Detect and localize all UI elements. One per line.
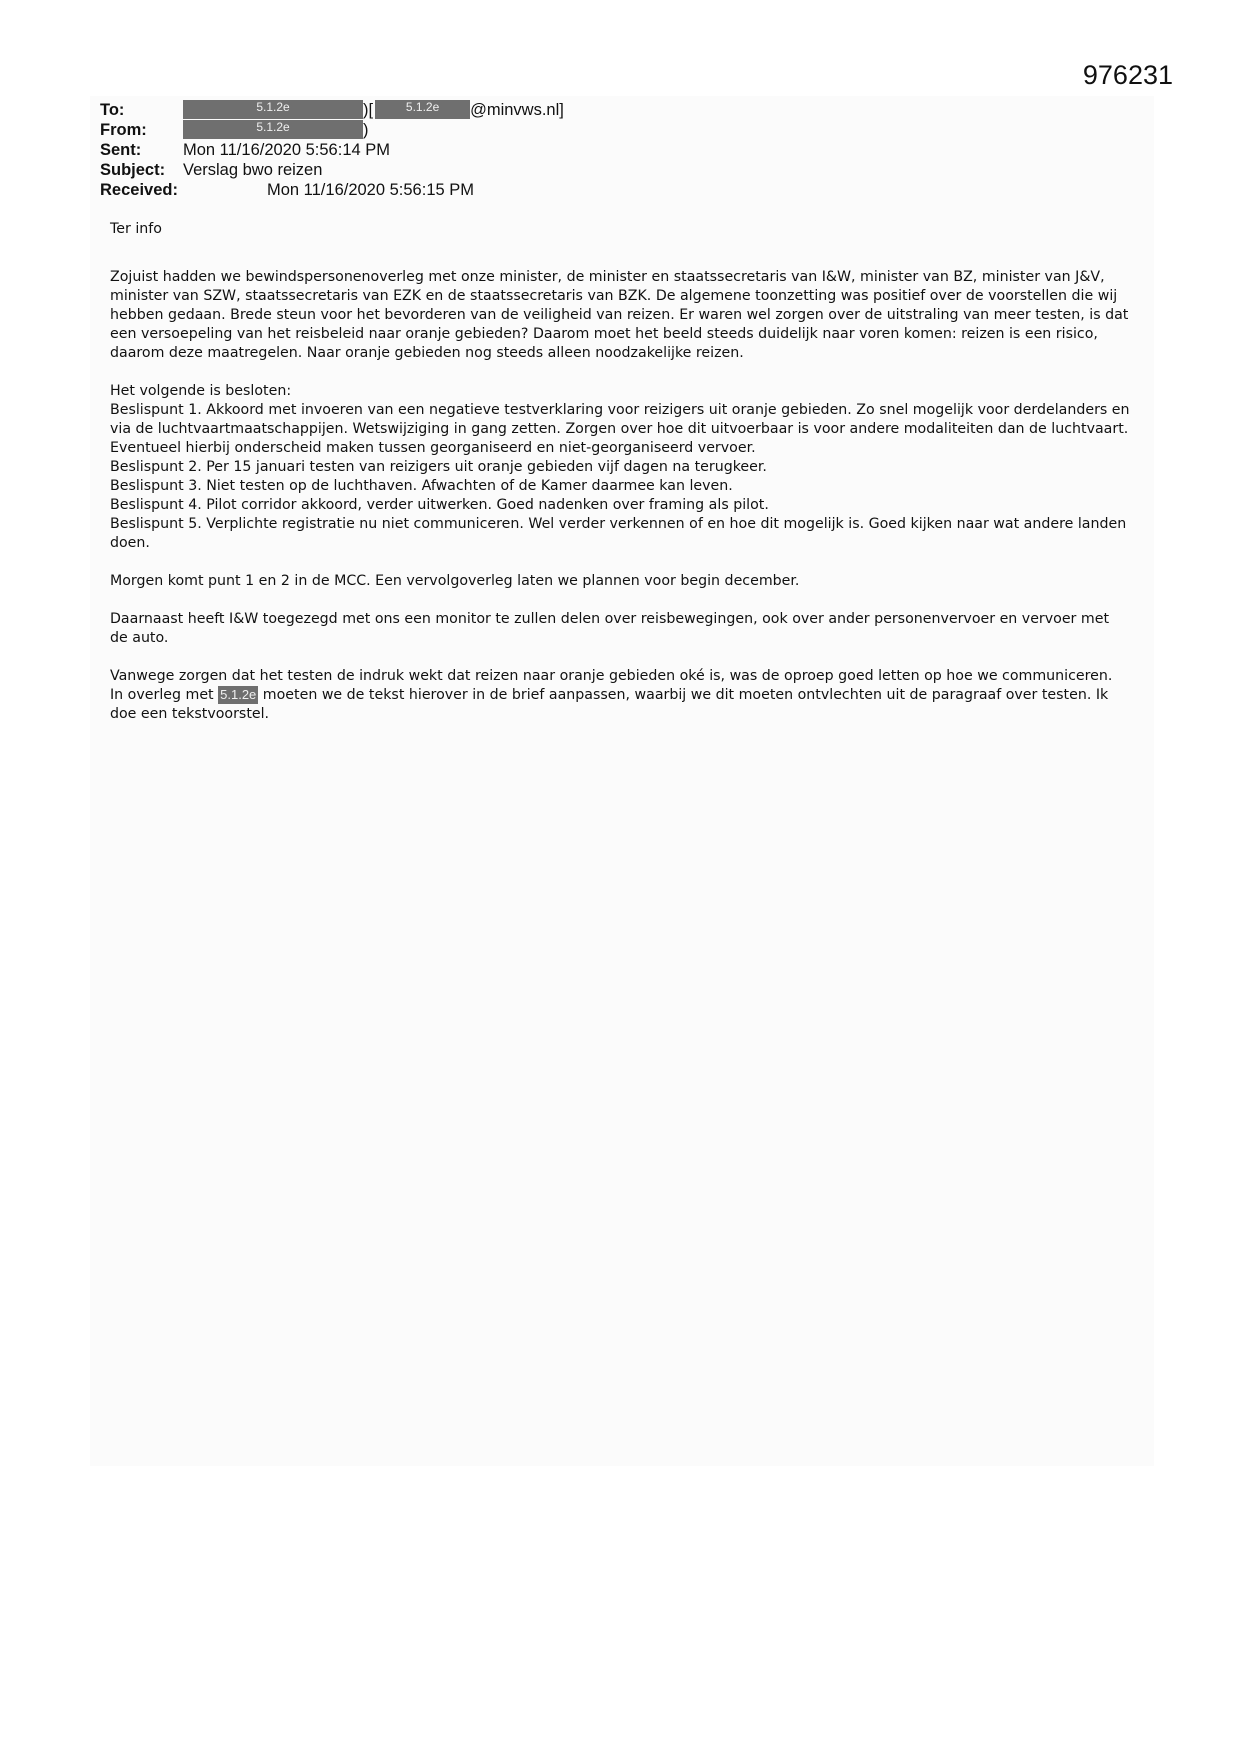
- to-value: [183, 100, 564, 120]
- received-value: Mon 11/16/2020 5:56:15 PM: [267, 181, 475, 199]
- to-separator: )[: [363, 101, 374, 119]
- paragraph-communication: [110, 667, 1130, 724]
- subject-value: Verslag bwo reizen: [183, 161, 323, 179]
- decided-intro: Het volgende is besloten:: [110, 383, 292, 399]
- redaction-box: 5.1.2e: [220, 687, 257, 702]
- email-body: [110, 220, 1130, 724]
- decision-point-1: Beslispunt 1. Akkoord met invoeren van een negatieve testverklaring voor reizigers uit oranje gebieden. Zo snel mogelijk voor derdelanders en via de luchtvaartmaatschappijen. Wetswijziging in gang zetten. Zorgen over hoe dit uitvoerbaar is voor andere modaliteiten dan de luchtvaart. Eventueel hierbij onderscheid maken tussen georganiseerd en niet-georganiseerd vervoer.: [110, 402, 1130, 456]
- from-suffix: ): [363, 121, 369, 139]
- paragraph-monitor: Daarnaast heeft I&W toegezegd met ons een monitor te zullen delen over reisbewegingen, ook over ander personenvervoer en vervoer met de auto.: [110, 611, 1110, 646]
- document-number: 976231: [1082, 60, 1173, 90]
- decision-point-2: Beslispunt 2. Per 15 januari testen van reizigers uit oranje gebieden vijf dagen na terugkeer.: [110, 459, 767, 475]
- received-label: Received:: [100, 181, 178, 199]
- to-email-domain: @minvws.nl]: [470, 101, 564, 119]
- decision-point-4: Beslispunt 4. Pilot corridor akkoord, verder uitwerken. Goed nadenken over framing als pilot.: [110, 497, 769, 513]
- paragraph-mcc: Morgen komt punt 1 en 2 in de MCC. Een vervolgoverleg laten we plannen voor begin december.: [110, 573, 800, 589]
- to-label: To:: [100, 101, 125, 119]
- from-value: [183, 120, 369, 140]
- redaction-box: 5.1.2e: [183, 120, 363, 139]
- decision-point-3: Beslispunt 3. Niet testen op de luchthaven. Afwachten of de Kamer daarmee kan leven.: [110, 478, 733, 494]
- sent-label: Sent:: [100, 141, 142, 159]
- paragraph-text: Vanwege zorgen dat het testen de indruk wekt dat reizen naar oranje gebieden oké is, was de oproep goed letten op hoe we communiceren. In overleg met: [110, 668, 1113, 703]
- paragraph-text: moeten we de tekst hierover in de brief aanpassen, waarbij we dit moeten ontvlechten uit de paragraaf over testen. Ik doe een tekstvoorstel.: [110, 687, 1109, 722]
- paragraph-meeting: Zojuist hadden we bewindspersonenoverleg met onze minister, de minister en staatssecretaris van I&W, minister van BZ, minister van J&V, minister van SZW, staatssecretaris van EZK en de staatssecretaris van BZK. De algemene toonzetting was positief over de voorstellen die wij hebben gedaan. Brede steun voor het bevorderen van de veiligheid van reizen. Er waren wel zorgen over de uitstraling van meer testen, is dat een versoepeling van het reisbeleid naar oranje gebieden? Daarom moet het beeld steeds duidelijk naar voren komen: reizen is een risico, daarom deze maatregelen. Naar oranje gebieden nog steeds alleen noodzakelijke reizen.: [110, 269, 1129, 361]
- decision-point-5: Beslispunt 5. Verplichte registratie nu niet communiceren. Wel verder verkennen of en hoe dit mogelijk is. Goed kijken naar wat andere landen doen.: [110, 516, 1127, 551]
- redaction-box: 5.1.2e: [183, 100, 363, 119]
- sent-value: Mon 11/16/2020 5:56:14 PM: [183, 141, 391, 159]
- subject-label: Subject:: [100, 161, 166, 179]
- greeting: Ter info: [110, 221, 162, 237]
- from-label: From:: [100, 121, 147, 139]
- redaction-box: 5.1.2e: [375, 100, 470, 119]
